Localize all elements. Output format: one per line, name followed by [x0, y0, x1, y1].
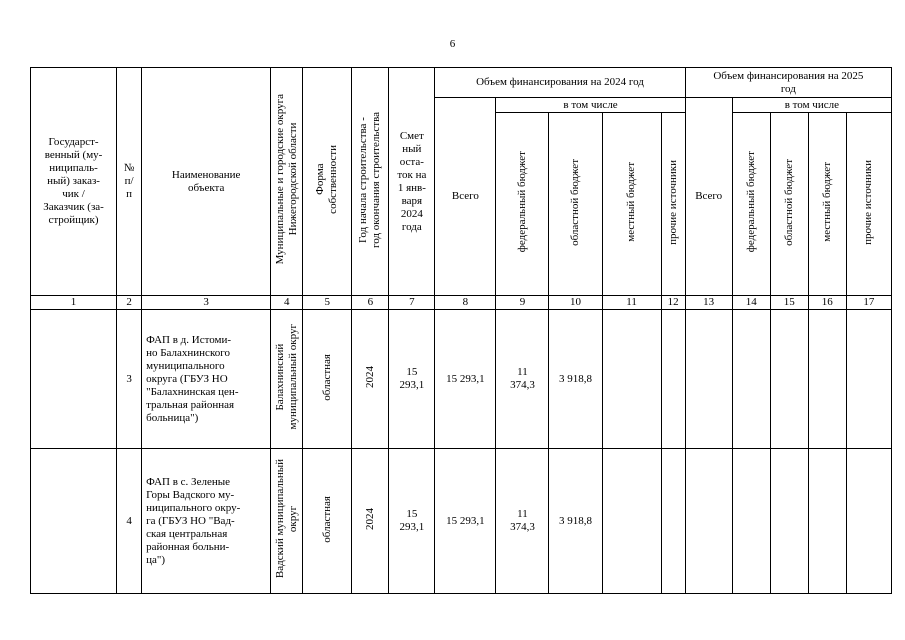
cell-regional-2025: [770, 310, 808, 449]
column-number: 15: [770, 296, 808, 310]
header-estimate: Смет ный оста- ток на 1 янв- варя 2024 года: [389, 68, 435, 296]
header-local-2024: местный бюджет: [602, 113, 661, 296]
cell-regional-2024: 3 918,8: [549, 310, 602, 449]
cell-municipality: Вадский муниципальный округ: [271, 449, 303, 594]
cell-federal-2025: [732, 310, 770, 449]
cell-federal-2024: 11 374,3: [496, 449, 549, 594]
cell-federal-2025: [732, 449, 770, 594]
cell-object-name: ФАП в с. Зеленые Горы Вадского му- ниципального окру- га (ГБУЗ НО "Вад- ская центральная районная больни- ца"): [142, 449, 271, 594]
column-number: 3: [142, 296, 271, 310]
header-including-2024: в том числе: [496, 98, 685, 113]
header-municipality: Муниципальные и городские округа Нижегородской области: [271, 68, 303, 296]
column-number: 9: [496, 296, 549, 310]
page-number: 6: [449, 38, 456, 50]
cell-estimate: 15 293,1: [389, 449, 435, 594]
column-number: 13: [685, 296, 732, 310]
column-number: 17: [846, 296, 891, 310]
column-number: 7: [389, 296, 435, 310]
cell-object-name: ФАП в д. Истоми- но Балахнинского муниципального округа (ГБУЗ НО "Балахнинская цен- тральная районная больница"): [142, 310, 271, 449]
cell-municipality: Балахнинский муниципальный округ: [271, 310, 303, 449]
column-number: 2: [117, 296, 142, 310]
column-number: 12: [661, 296, 685, 310]
cell-ownership: областная: [303, 310, 352, 449]
table-row: [31, 310, 892, 449]
table-row: [31, 449, 892, 594]
cell-federal-2024: 11 374,3: [496, 310, 549, 449]
header-num: № п/ п: [117, 68, 142, 296]
cell-local-2024: [602, 449, 661, 594]
column-number: 10: [549, 296, 602, 310]
column-number: 6: [352, 296, 389, 310]
header-other-2025: прочие источники: [846, 113, 891, 296]
cell-num: 3: [117, 310, 142, 449]
header-other-2024: прочие источники: [661, 113, 685, 296]
cell-years: 2024: [352, 449, 389, 594]
cell-local-2024: [602, 310, 661, 449]
column-number: 1: [31, 296, 117, 310]
cell-regional-2024: 3 918,8: [549, 449, 602, 594]
header-years: Год начала строительства - год окончания строительства: [352, 68, 389, 296]
header-total-2024: Всего: [435, 98, 496, 296]
column-numbers-row: [31, 296, 892, 310]
cell-total-2024: 15 293,1: [435, 310, 496, 449]
header-regional-2025: областной бюджет: [770, 113, 808, 296]
column-number: 5: [303, 296, 352, 310]
cell-other-2025: [846, 310, 891, 449]
cell-customer: [31, 310, 117, 449]
column-number: 16: [808, 296, 846, 310]
header-object-name: Наименование объекта: [142, 68, 271, 296]
cell-total-2025: [685, 310, 732, 449]
cell-estimate: 15 293,1: [389, 310, 435, 449]
cell-regional-2025: [770, 449, 808, 594]
header-including-2025: в том числе: [732, 98, 891, 113]
financing-table: [30, 67, 892, 594]
column-number: 4: [271, 296, 303, 310]
column-number: 8: [435, 296, 496, 310]
column-number: 11: [602, 296, 661, 310]
header-fin-2024: Объем финансирования на 2024 год: [435, 68, 685, 98]
header-total-2025: Всего: [685, 98, 732, 296]
header-fin-2025: Объем финансирования на 2025 год: [685, 68, 891, 98]
cell-years: 2024: [352, 310, 389, 449]
column-number: 14: [732, 296, 770, 310]
cell-customer: [31, 449, 117, 594]
cell-total-2025: [685, 449, 732, 594]
header-federal-2024: федеральный бюджет: [496, 113, 549, 296]
header-federal-2025: федеральный бюджет: [732, 113, 770, 296]
header-local-2025: местный бюджет: [808, 113, 846, 296]
header-customer: Государст- венный (му- ниципаль- ный) заказ- чик / Заказчик (за- стройщик): [31, 68, 117, 296]
header-regional-2024: областной бюджет: [549, 113, 602, 296]
cell-ownership: областная: [303, 449, 352, 594]
cell-num: 4: [117, 449, 142, 594]
header-ownership: Форма собственности: [303, 68, 352, 296]
cell-local-2025: [808, 310, 846, 449]
cell-local-2025: [808, 449, 846, 594]
cell-total-2024: 15 293,1: [435, 449, 496, 594]
cell-other-2024: [661, 310, 685, 449]
cell-other-2024: [661, 449, 685, 594]
cell-other-2025: [846, 449, 891, 594]
